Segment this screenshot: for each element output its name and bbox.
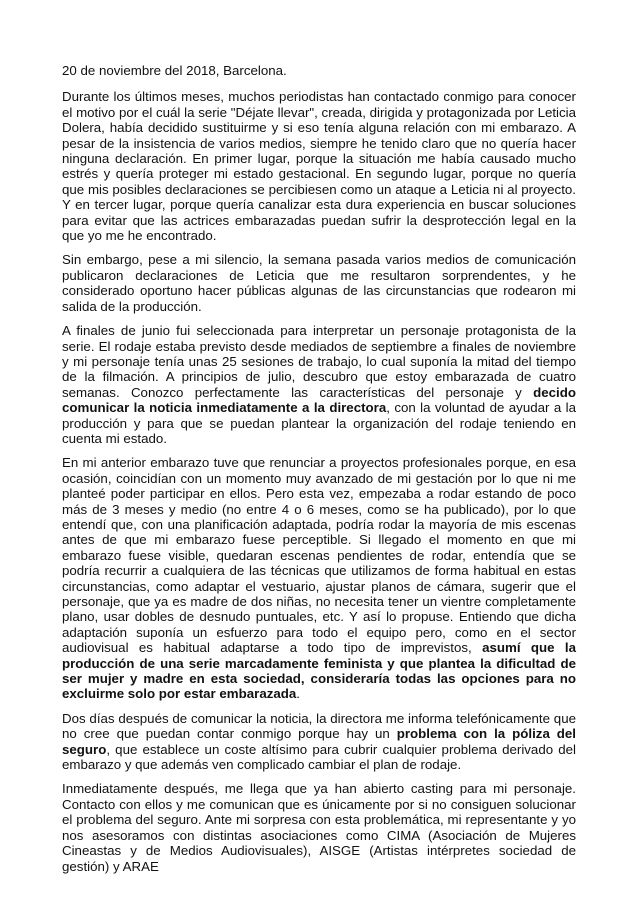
paragraph-text: . — [296, 686, 300, 702]
paragraph-text: Sin embargo, pese a mi silencio, la semana pasada varios medios de comunicación publicaron declaraciones de Leticia que me resultaron sorprendentes, y he considerado oportuno hacer públicas algunas de las circunstancias que rodearon mi salida de la producción. — [62, 252, 576, 314]
paragraph-text: A finales de junio fui seleccionada para interpretar un personaje protagonista de la serie. El rodaje estaba previsto desde mediados de septiembre a finales de noviembre y mi personaje tenía unas 25 sesiones de trabajo, lo cual suponía la mitad del tiempo de la filmación. A principios de julio, descubro que estoy embarazada de cuatro semanas. Conozco perfectamente las características del personaje y — [62, 323, 576, 400]
paragraph-6 — [62, 781, 576, 873]
paragraph-text: Dos días después de comunicar la noticia, la directora me informa telefónicamente que no cree que puedan contar conmigo porque hay un — [62, 710, 576, 742]
paragraph-text: , con la voluntad de ayudar a la producción y para que se puedan plantear la organización del rodaje teniendo en cuenta mi estado. — [62, 400, 576, 446]
paragraph-text: Inmediatamente después, me llega que ya han abierto casting para mi personaje. Contacto con ellos y me comunican que es únicamente por si no consiguen solucionar el problema del seguro. Ante mi sorpresa con esta problemática, mi representante y yo nos asesoramos con distintas asociaciones como CIMA (Asociación de Mujeres Cineastas y de Medios Audiovisuales), AISGE (Artistas intérpretes sociedad de gestión) y ARAE — [62, 781, 576, 874]
paragraph-2 — [62, 252, 576, 314]
paragraph-1 — [62, 89, 576, 243]
bold-emphasis: problema con la póliza del seguro — [62, 726, 577, 757]
bold-emphasis: decido comunicar la noticia inmediatamente a la directora — [62, 384, 576, 416]
bold-emphasis: asumí que la producción de una serie marcadamente feminista y que plantea la dificultad de ser mujer y madre en esta sociedad, consideraría todas las opciones para no excluirme solo por estar embarazada — [62, 640, 576, 702]
date-line: 20 de noviembre del 2018, Barcelona. — [62, 63, 287, 78]
paragraph-text: Durante los últimos meses, muchos periodistas han contactado conmigo para conocer el motivo por el cuál la serie "Déjate llevar", creada, dirigida y protagonizada por Leticia Dolera, había decidido sustituirme y si eso tenía alguna relación con mi embarazo. A pesar de la insistencia de varios medios, siempre he tenido claro que no quería hacer ninguna declaración. En primer lugar, porque la situación me había causado mucho estrés y quería proteger mi estado gestacional. En segundo lugar, porque no quería que mis posibles declaraciones se percibiesen como un ataque a Leticia ni al proyecto. Y en tercer lugar, porque quería canalizar esta dura experiencia en buscar soluciones para evitar que las actrices embarazadas puedan sufrir la desprotección legal en la que yo me he encontrado. — [62, 89, 576, 244]
paragraph-text: En mi anterior embarazo tuve que renunciar a proyectos profesionales porque, en esa ocasión, coincidían con un momento muy avanzado de mi gestación por lo que ni me planteé poder participar en ellos. Pero esta vez, empezaba a rodar estando de poco más de 3 meses y medio (no entre 4 o 6 meses, como se ha publicado), por lo que entendí que, con una planificación adaptada, podría rodar la mayoría de mis escenas antes de que mi embarazo fuese perceptible. Si llegado el momento en que mi embarazo fuese visible, quedaran escenas pendientes de rodar, entendía que se podría recurrir a cualquiera de las técnicas que utilizamos de forma habitual en estas circunstancias, como adaptar el vestuario, ajustar planos de cámara, sugerir que el personaje, que ya es madre de dos niñas, no necesita tener un vientre completamente plano, usar dobles de desnudo puntuales, etc. Y así lo propuse. Entiendo que dicha adaptación suponía un esfuerzo para todo el equipo pero, como en el sector audiovisual es habitual adaptarse a todo tipo de imprevistos, — [62, 455, 576, 656]
paragraph-5 — [62, 711, 576, 773]
paragraph-text: , que establece un coste altísimo para cubrir cualquier problema derivado del embarazo y que además ven complicado cambiar el plan de rodaje. — [62, 741, 576, 773]
document-page — [62, 63, 576, 883]
paragraph-3 — [62, 323, 576, 446]
paragraph-4 — [62, 455, 576, 702]
